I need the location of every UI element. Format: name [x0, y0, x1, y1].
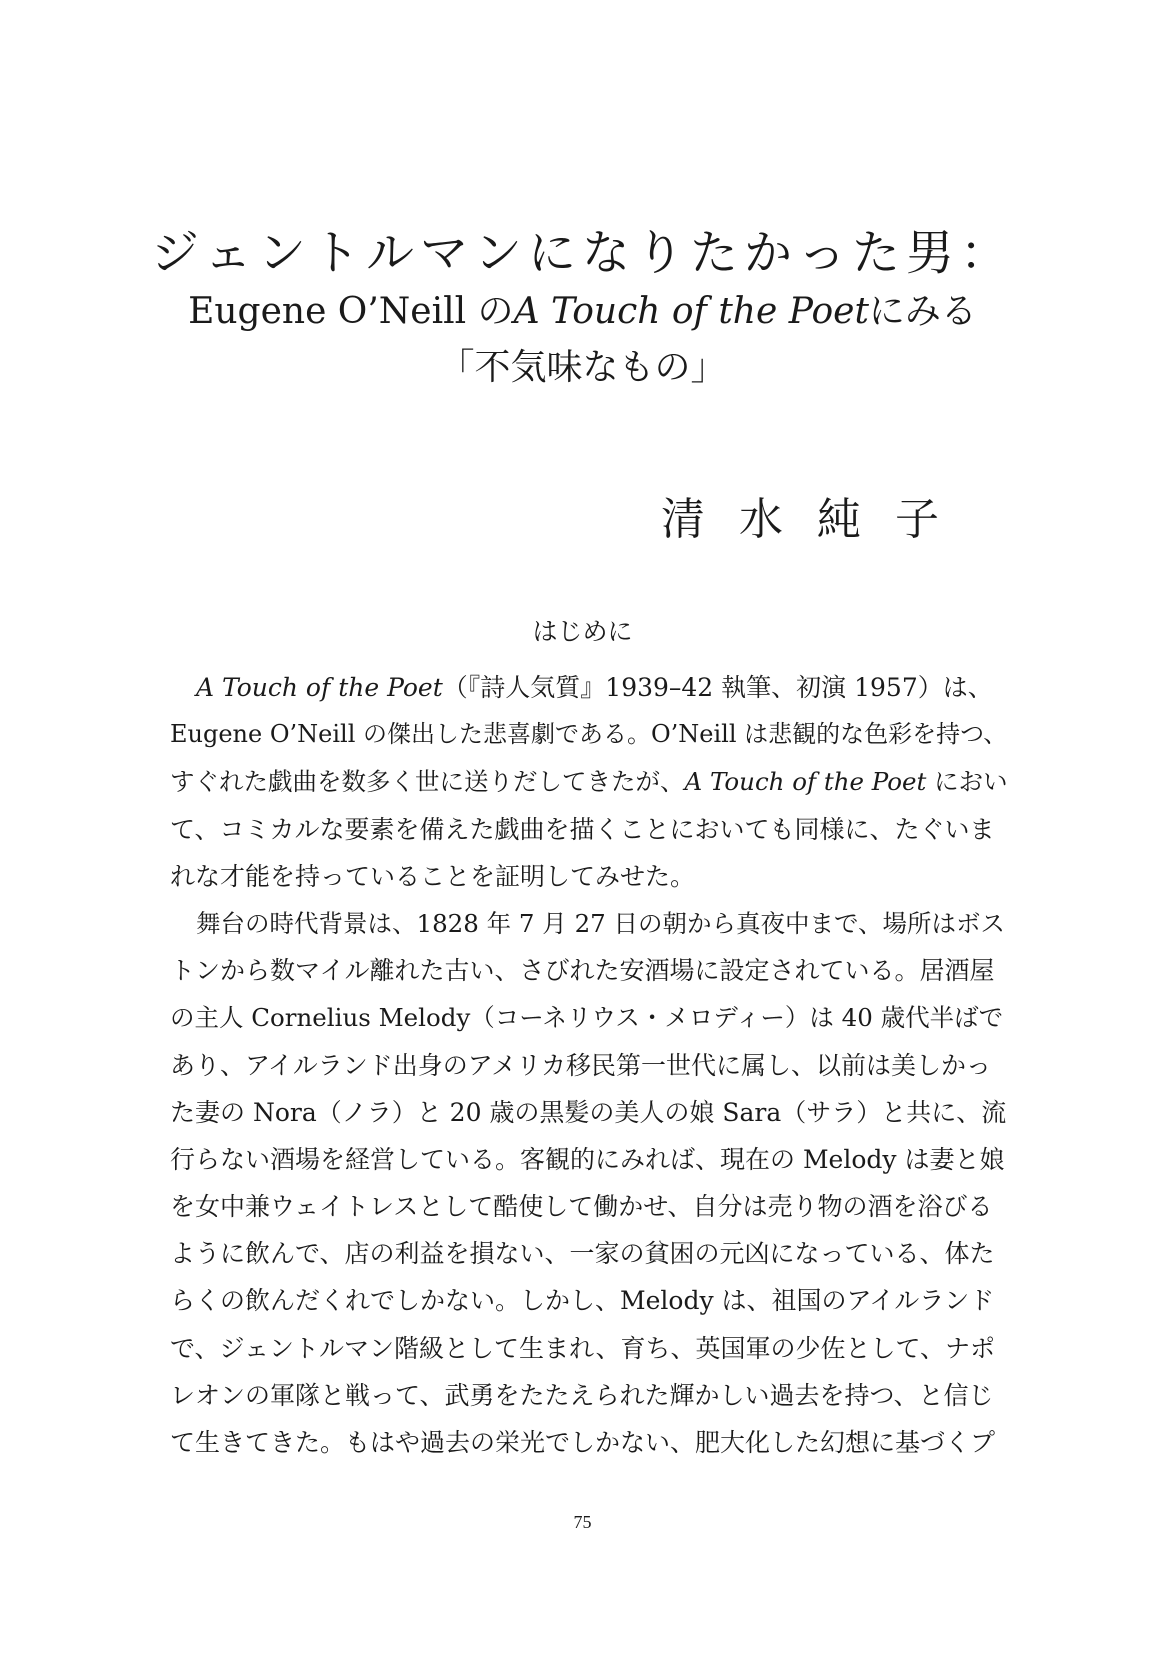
body-line [170, 994, 1010, 1041]
article-title [0, 222, 1165, 396]
body-text-span: を女中兼ウェイトレスとして酷使して働かせ、自分は売り物の酒を浴びる [170, 1192, 993, 1222]
title-line-1: ジェントルマンになりたかった男： [150, 225, 1015, 281]
body-line [170, 947, 1010, 994]
body-line [170, 1183, 1010, 1230]
title-line-2-post: にみる [868, 291, 977, 332]
body-text-span: レオンの軍隊と戦って、武勇をたたえられた輝かしい過去を持つ、と信じ [170, 1380, 994, 1410]
body-line [170, 758, 1010, 805]
body-text-span: Eugene O’Neill の傑出した悲喜劇である。O’Neill は悲観的な色彩を持つ、 [170, 720, 1008, 749]
body-line [170, 1136, 1010, 1183]
body-line [170, 1042, 1010, 1089]
body-text-span: れな才能を持っていることを証明してみせた。 [170, 861, 696, 891]
body-text-span: 舞台の時代背景は、1828 年 7 月 27 日の朝から真夜中まで、場所はボス [196, 908, 1006, 938]
body-text-span: の主人 Cornelius Melody（コーネリウス・メロディー）は 40 歳代半ばで [170, 1003, 1004, 1033]
title-line-2-italic: A Touch of the Poet [513, 291, 869, 332]
title-line-3: 「不気味なもの」 [438, 347, 727, 388]
section-heading: はじめに [532, 617, 633, 646]
body-line [170, 664, 1010, 711]
body-line [170, 1277, 1010, 1324]
body-text-span: （『詩人気質』1939–42 執筆、初演 1957）は、 [442, 673, 993, 702]
body-text-span: すぐれた戯曲を数多く世に送りだしてきたが、 [170, 767, 685, 797]
body-text-span: におい [926, 767, 1008, 797]
body-text-span: た妻の Nora（ノラ）と 20 歳の黒髪の美人の娘 Sara（サラ）と共に、流 [170, 1097, 1007, 1127]
body-line [170, 1089, 1010, 1136]
body-line [170, 1325, 1010, 1372]
body-line [170, 1372, 1010, 1419]
italic-title-text: A Touch of the Poet [684, 767, 927, 797]
body-text-span: て、コミカルな要素を備えた戯曲を描くことにおいても同様に、たぐいま [170, 814, 995, 844]
body-line [170, 711, 1010, 758]
body-line [170, 1419, 1010, 1466]
body-text-span: で、ジェントルマン階級として生まれ、育ち、英国軍の少佐として、ナポ [170, 1333, 996, 1363]
body-line [170, 806, 1010, 853]
italic-title-text: A Touch of the Poet [196, 673, 443, 702]
body-text-span: て生きてきた。もはや過去の栄光でしかない、肥大化した幻想に基づくプ [170, 1428, 996, 1457]
body-line [170, 900, 1010, 947]
page-number: 75 [573, 1512, 592, 1532]
body-text [170, 664, 1010, 1466]
body-text-span: トンから数マイル離れた古い、さびれた安酒場に設定されている。居酒屋 [170, 956, 995, 986]
author-name: 清水純子 [661, 494, 973, 545]
body-text-span: ように飲んで、店の利益を損ない、一家の貧困の元凶になっている、体た [170, 1239, 995, 1269]
body-text-span: らくの飲んだくれでしかない。しかし、Melody は、祖国のアイルランド [170, 1286, 995, 1316]
title-line-2-pre: Eugene O’Neill の [188, 291, 514, 332]
body-text-span: あり、アイルランド出身のアメリカ移民第一世代に属し、以前は美しかっ [170, 1050, 992, 1080]
body-text-span: 行らない酒場を経営している。客観的にみれば、現在の Melody は妻と娘 [170, 1144, 1005, 1174]
body-line [170, 853, 1010, 900]
body-line [170, 1230, 1010, 1277]
title-line-2 [0, 284, 1165, 340]
